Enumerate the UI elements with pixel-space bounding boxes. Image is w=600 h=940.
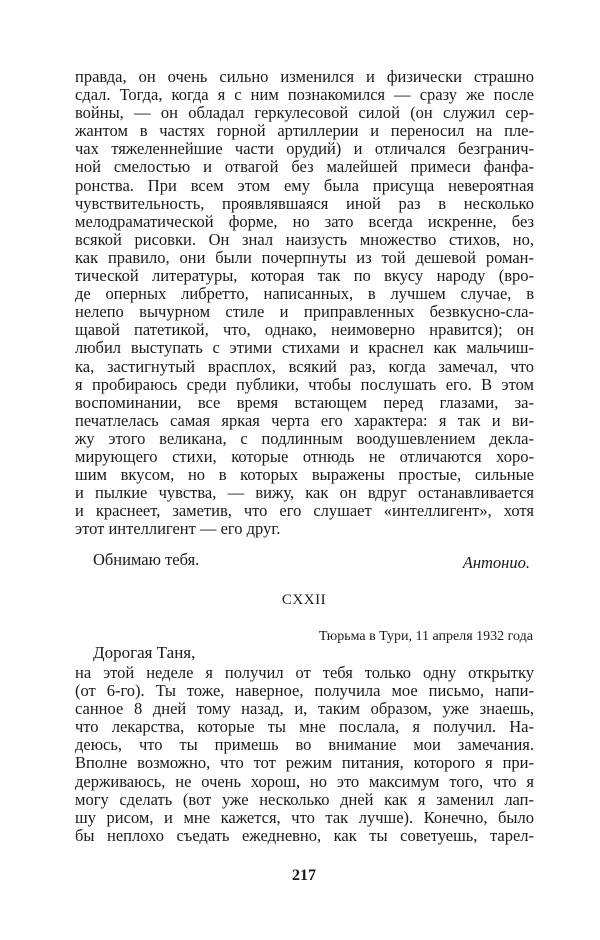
- text-line: и краснеет, заметив, что его слушает «интеллигент», хотя: [75, 501, 534, 521]
- text-line: шу рисом, и мне кажется, что так лучше). Конечно, было: [75, 807, 534, 827]
- text-line: этот интеллигент — его друг.: [75, 519, 281, 539]
- text-line: войны, — он обладал геркулесовой силой (он служил сер-: [75, 103, 534, 123]
- text-line: что лекарства, которые ты мне послала, я получил. На-: [75, 717, 534, 737]
- text-line: сдал. Тогда, когда я с ним познакомился — сразу же после: [75, 85, 534, 105]
- text-line: на этой неделе я получил от тебя только одну открытку: [75, 663, 534, 682]
- text-line: санное 8 дней тому назад, и, таким образом, уже знаешь,: [75, 699, 534, 719]
- text-line: де оперных либретто, написанных, в лучшем случае, в: [75, 284, 534, 304]
- text-line: ной смелостью и отвагой без малейшей примеси фанфа-: [75, 157, 534, 177]
- text-line: мелодраматической форме, но зато всегда искренне, без: [75, 211, 534, 231]
- signature: Антонио.: [462, 553, 530, 572]
- greeting: Дорогая Таня,: [93, 643, 196, 662]
- text-line: как правило, они были почерпнуты из той дешевой роман-: [75, 247, 534, 267]
- chapter-heading: CXXII: [281, 592, 327, 608]
- place-date-line: Тюрьма в Тури, 11 апреля 1932 года: [318, 629, 533, 644]
- text-line: правда, он очень сильно изменился и физически страшно: [75, 67, 534, 86]
- text-line: деюсь, что ты примешь во внимание мои замечания.: [75, 735, 534, 755]
- text-line: жантом в частях горной артиллерии и переносил на пле-: [75, 121, 534, 141]
- text-line: нелепо вычурном стиле и приправленных безвкусно-сла-: [75, 302, 534, 322]
- page-number: 217: [292, 867, 316, 884]
- text-line: и пылкие чувства, — вижу, как он вдруг останавливается: [75, 483, 534, 503]
- text-line: мирующего стихи, которые отнюдь не отличаются хоро-: [75, 446, 534, 466]
- closing-line: Обнимаю тебя.: [93, 550, 200, 569]
- text-line: шим вкусом, но в которых выражены простые, сильные: [75, 465, 534, 485]
- text-line: всякой рисовки. Он знал наизусть множество стихов, но,: [75, 229, 534, 249]
- text-line: могу сделать (вот уже несколько дней как я заменил лап-: [75, 789, 534, 809]
- text-line: щавой патетикой, что, однако, неимоверно нравится); он: [75, 320, 534, 340]
- text-line: держиваюсь, не очень хорош, но это максимум того, что я: [75, 771, 534, 791]
- text-line: я пробираюсь среди публики, чтобы послушать его. В этом: [75, 374, 534, 394]
- text-line: печатлелась самая яркая черта его характера: я так и ви-: [75, 410, 534, 430]
- text-line: (от 6-го). Ты тоже, наверное, получила мое письмо, напи-: [75, 681, 534, 701]
- text-line: воспоминании, все время встающем перед глазами, за-: [75, 392, 534, 412]
- text-line: бы неплохо съедать ежедневно, как ты советуешь, тарел-: [75, 825, 534, 845]
- text-line: Вполне возможно, что тот режим питания, которого я при-: [75, 753, 534, 773]
- paragraph-continued: [75, 68, 534, 538]
- letter-paragraph: [75, 664, 534, 845]
- text-line: чувствительность, проявлявшаяся иной раз в несколько: [75, 193, 534, 213]
- text-line: ка, застигнутый врасплох, всякий раз, когда замечал, что: [75, 356, 534, 376]
- text-line: ронства. При всем этом ему была присуща невероятная: [75, 175, 534, 195]
- text-line: тической литературы, которая так по вкусу народу (вро-: [75, 266, 534, 286]
- text-line: жу этого великана, с подлинным воодушевлением декла-: [75, 428, 534, 448]
- text-line: чах тяжеленнейшие части орудий) и отличался безгранич-: [75, 139, 534, 159]
- text-line: любил выступать с этими стихами и краснел как мальчиш-: [75, 338, 534, 358]
